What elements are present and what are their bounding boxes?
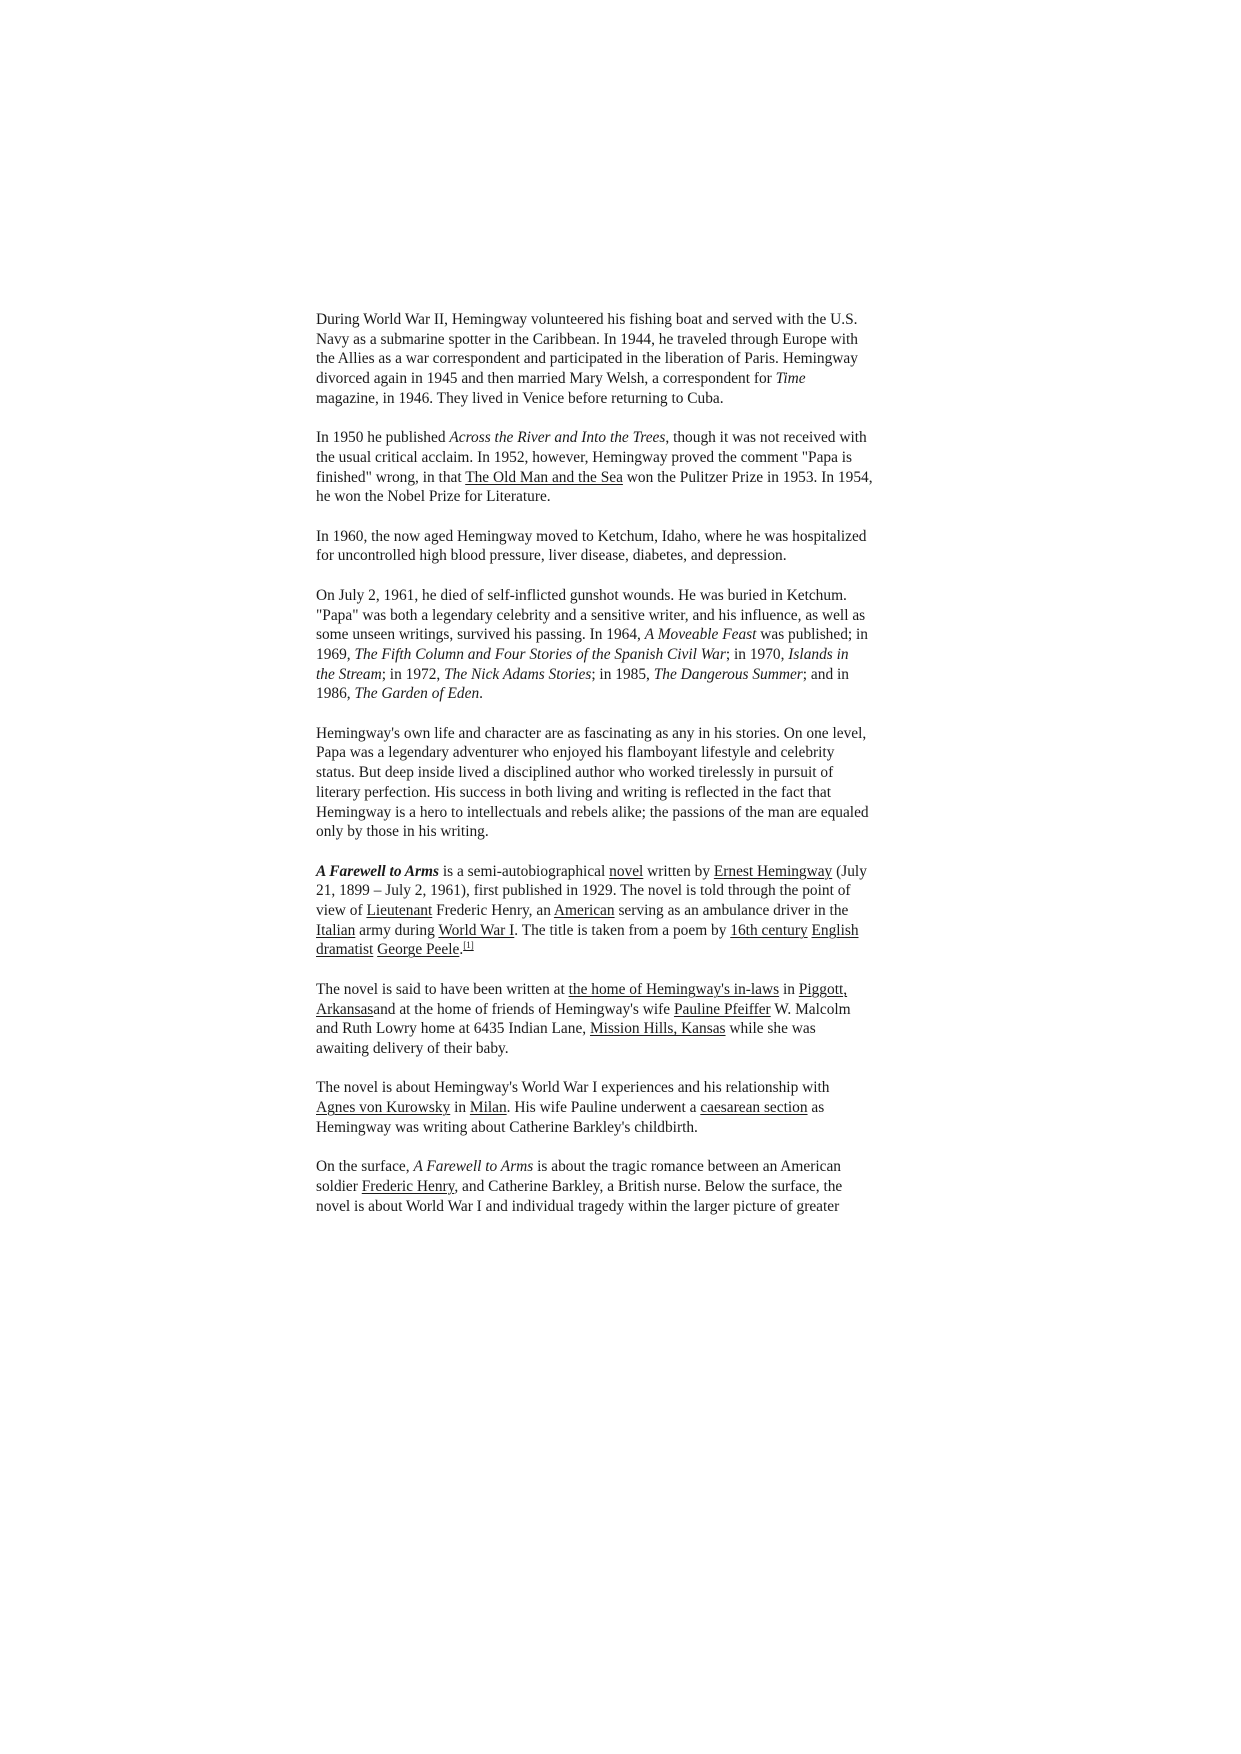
paragraph-1960 bbox=[316, 527, 936, 566]
paragraph-death-and-legacy bbox=[316, 586, 936, 704]
text-span: ; in 1970, bbox=[725, 645, 789, 663]
link-italian[interactable]: Italian bbox=[316, 921, 356, 939]
text-line bbox=[316, 980, 936, 1000]
text-span: . bbox=[479, 685, 484, 703]
link-home-of-in-laws[interactable]: the home of Hemingway's in-laws bbox=[568, 980, 780, 998]
link-pauline-pfeiffer[interactable]: Pauline Pfeiffer bbox=[673, 1000, 771, 1018]
text-line bbox=[316, 1098, 936, 1118]
text-line bbox=[316, 940, 936, 960]
link-world-war-i[interactable]: World War I bbox=[438, 921, 515, 939]
document-body bbox=[316, 310, 936, 1216]
text-span: some unseen writings, survived his passing. In 1964, bbox=[316, 626, 645, 644]
text-line bbox=[316, 1000, 936, 1020]
text-span: ; in 1972, bbox=[381, 665, 445, 683]
paragraph-wwii bbox=[316, 310, 936, 409]
text-span: , and Catherine Barkley, a British nurse. Below the surface, the bbox=[454, 1177, 843, 1195]
text-line: literary perfection. His success in both living and writing is reflected in the fact that bbox=[316, 783, 832, 801]
link-milan[interactable]: Milan bbox=[469, 1099, 507, 1117]
text-line: status. But deep inside lived a disciplined author who worked tirelessly in pursuit of bbox=[316, 764, 834, 782]
text-line: Navy as a submarine spotter in the Caribbean. In 1944, he traveled through Europe with bbox=[316, 330, 858, 348]
bold-italic-title-farewell-to-arms: A Farewell to Arms bbox=[316, 862, 440, 880]
link-lieutenant[interactable]: Lieutenant bbox=[366, 902, 433, 920]
text-line: Hemingway is a hero to intellectuals and rebels alike; the passions of the man are equaled bbox=[316, 803, 869, 821]
text-line: the usual critical acclaim. In 1952, however, Hemingway proved the comment "Papa is bbox=[316, 448, 853, 466]
text-line: for uncontrolled high blood pressure, liver disease, diabetes, and depression. bbox=[316, 547, 787, 565]
text-line: "Papa" was both a legendary celebrity and a sensitive writer, and his influence, as well as bbox=[316, 606, 866, 624]
text-span: and Ruth Lowry home at 6435 Indian Lane, bbox=[316, 1020, 590, 1038]
text-line: In 1960, the now aged Hemingway moved to Ketchum, Idaho, where he was hospitalized bbox=[316, 527, 867, 545]
paragraph-surface bbox=[316, 1157, 936, 1216]
text-line: Hemingway was writing about Catherine Barkley's childbirth. bbox=[316, 1118, 698, 1136]
text-span: is about the tragic romance between an American bbox=[533, 1158, 841, 1176]
italic-title-garden-of-eden: The Garden of Eden bbox=[354, 685, 480, 703]
text-span: in bbox=[450, 1099, 470, 1117]
link-caesarean-section[interactable]: caesarean section bbox=[700, 1099, 808, 1117]
text-span: serving as an ambulance driver in the bbox=[614, 902, 849, 920]
text-span: ; in 1985, bbox=[591, 665, 654, 683]
link-english[interactable]: English bbox=[811, 921, 859, 939]
text-line bbox=[316, 1157, 936, 1177]
link-novel[interactable]: novel bbox=[609, 862, 644, 880]
text-span: Frederic Henry, an bbox=[432, 902, 554, 920]
italic-title-across-the-river: Across the River and Into the Trees bbox=[449, 429, 666, 447]
text-span: 1986, bbox=[316, 685, 355, 703]
link-mission-hills-kansas[interactable]: Mission Hills, Kansas bbox=[589, 1020, 726, 1038]
text-line bbox=[316, 684, 936, 704]
paragraph-experiences bbox=[316, 1078, 936, 1137]
italic-title-moveable-feast: A Moveable Feast bbox=[644, 626, 757, 644]
text-line: the Allies as a war correspondent and participated in the liberation of Paris. Hemingway bbox=[316, 350, 858, 368]
text-span: and at the home of friends of Hemingway's wife bbox=[373, 1000, 674, 1018]
text-span: soldier bbox=[316, 1177, 362, 1195]
link-american[interactable]: American bbox=[553, 902, 615, 920]
text-span: . bbox=[459, 941, 464, 959]
link-piggott-arkansas[interactable]: Arkansas bbox=[316, 1000, 374, 1018]
text-span: On the surface, bbox=[316, 1158, 414, 1176]
text-span: W. Malcolm bbox=[770, 1000, 851, 1018]
italic-title-fifth-column: The Fifth Column and Four Stories of the Spanish Civil War bbox=[354, 645, 726, 663]
text-line: Hemingway's own life and character are as fascinating as any in his stories. On one level, bbox=[316, 724, 867, 742]
text-line: novel is about World War I and individual tragedy within the larger picture of greater bbox=[316, 1197, 840, 1215]
paragraph-where-written bbox=[316, 980, 936, 1059]
text-span: finished" wrong, in that bbox=[316, 468, 466, 486]
text-line bbox=[316, 665, 936, 685]
text-span: , though it was not received with bbox=[665, 429, 867, 447]
italic-title-farewell-to-arms: A Farewell to Arms bbox=[413, 1158, 534, 1176]
text-line bbox=[316, 921, 936, 941]
text-span: view of bbox=[316, 902, 367, 920]
text-line: magazine, in 1946. They lived in Venice before returning to Cuba. bbox=[316, 389, 724, 407]
text-span: was published; in bbox=[756, 626, 868, 644]
link-16th-century[interactable]: 16th century bbox=[730, 921, 808, 939]
link-george-peele[interactable]: George Peele bbox=[377, 941, 460, 959]
text-span: army during bbox=[355, 921, 439, 939]
text-line bbox=[316, 625, 936, 645]
text-span: as bbox=[807, 1099, 825, 1117]
link-dramatist[interactable]: dramatist bbox=[316, 941, 374, 959]
text-line bbox=[316, 862, 936, 882]
italic-title-islands-in-the-stream: Islands in bbox=[788, 645, 849, 663]
link-frederic-henry[interactable]: Frederic Henry bbox=[361, 1177, 455, 1195]
text-span: 1969, bbox=[316, 645, 355, 663]
text-line bbox=[316, 1177, 936, 1197]
text-line bbox=[316, 1019, 936, 1039]
text-span: won the Pulitzer Prize in 1953. In 1954, bbox=[622, 468, 873, 486]
text-span: written by bbox=[643, 862, 714, 880]
link-old-man-and-the-sea[interactable]: The Old Man and the Sea bbox=[465, 468, 623, 486]
italic-title-dangerous-summer: The Dangerous Summer bbox=[653, 665, 803, 683]
text-span: (July bbox=[832, 862, 867, 880]
footnote-ref-1[interactable]: [1] bbox=[463, 940, 474, 951]
text-line bbox=[316, 428, 936, 448]
text-span: divorced again in 1945 and then married Mary Welsh, a correspondent for bbox=[316, 370, 776, 388]
italic-title-islands-in-the-stream: the Stream bbox=[316, 665, 382, 683]
text-line: awaiting delivery of their baby. bbox=[316, 1039, 509, 1057]
text-span: . His wife Pauline underwent a bbox=[506, 1099, 701, 1117]
link-piggott-arkansas[interactable]: Piggott, bbox=[798, 980, 848, 998]
text-span: while she was bbox=[725, 1020, 816, 1038]
text-line: 21, 1899 – July 2, 1961), first published in 1929. The novel is told through the point of bbox=[316, 882, 851, 900]
paragraph-farewell-intro bbox=[316, 862, 936, 961]
text-line bbox=[316, 369, 936, 389]
text-line: Papa was a legendary adventurer who enjoyed his flamboyant lifestyle and celebrity bbox=[316, 744, 835, 762]
text-line: During World War II, Hemingway volunteered his fishing boat and served with the U.S. bbox=[316, 311, 858, 328]
text-span: . The title is taken from a poem by bbox=[514, 921, 731, 939]
text-span: In 1950 he published bbox=[316, 429, 450, 447]
text-span: ; and in bbox=[802, 665, 849, 683]
text-line bbox=[316, 901, 936, 921]
paragraph-character bbox=[316, 724, 936, 842]
italic-title-time: Time bbox=[775, 370, 806, 388]
text-line: On July 2, 1961, he died of self-inflicted gunshot wounds. He was buried in Ketchum. bbox=[316, 586, 847, 604]
italic-title-nick-adams: The Nick Adams Stories bbox=[444, 665, 592, 683]
link-ernest-hemingway[interactable]: Ernest Hemingway bbox=[713, 862, 833, 880]
text-line: he won the Nobel Prize for Literature. bbox=[316, 488, 551, 506]
text-span: The novel is said to have been written at bbox=[316, 980, 569, 998]
text-line bbox=[316, 645, 936, 665]
text-line: only by those in his writing. bbox=[316, 823, 489, 841]
text-span: is a semi-autobiographical bbox=[439, 862, 610, 880]
link-agnes-von-kurowsky[interactable]: Agnes von Kurowsky bbox=[316, 1099, 451, 1117]
text-line bbox=[316, 468, 936, 488]
text-span: in bbox=[779, 980, 799, 998]
text-line: The novel is about Hemingway's World War I experiences and his relationship with bbox=[316, 1079, 830, 1097]
paragraph-1950s bbox=[316, 428, 936, 507]
